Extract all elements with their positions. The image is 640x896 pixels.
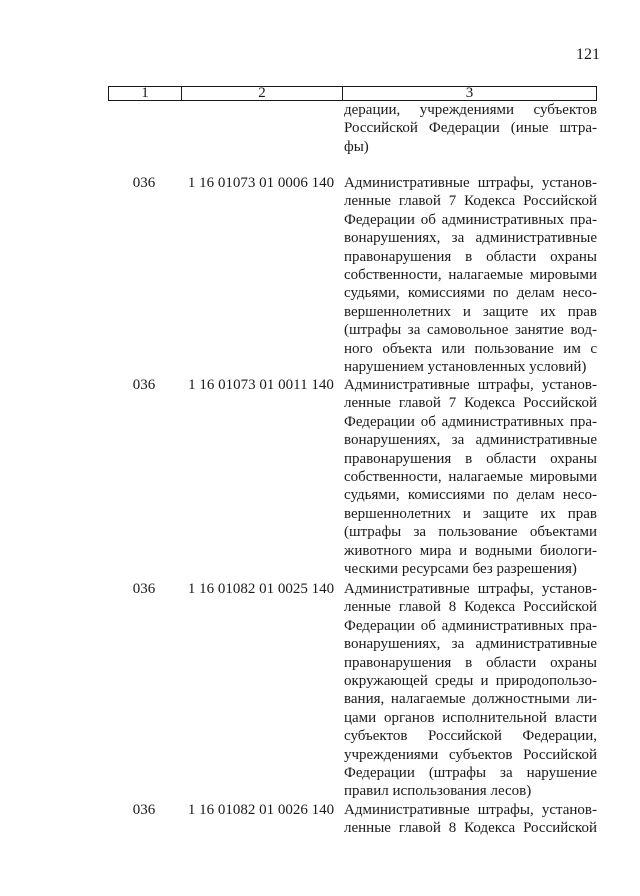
text-line: окружающей среды и природопользо- <box>344 673 597 690</box>
text-line: вонарушениях, за административные <box>344 230 597 247</box>
text-line: Административные штрафы, установ- <box>344 175 597 191</box>
table-header <box>108 86 597 101</box>
text-line: животного мира и водными биологи- <box>344 542 597 559</box>
text-line: Административные штрафы, установ- <box>344 377 597 393</box>
text-line: Федерации об административных пра- <box>344 617 597 634</box>
column-header-3: 3 <box>465 85 474 101</box>
text-line: ческими ресурсами без разрешения) <box>344 561 577 578</box>
text-line: Федерации (штрафы за нарушение <box>344 765 597 782</box>
text-line: ленные главой 7 Кодекса Российской <box>344 395 597 412</box>
text-line: учреждениями субъектов Российской <box>344 746 597 763</box>
row-budget-code: 1 16 01073 01 0011 140 <box>188 377 334 393</box>
text-line: судьями, комиссиями по делам несо- <box>344 487 597 504</box>
row-description <box>344 174 597 376</box>
text-line: правонарушения в области охраны <box>344 450 597 467</box>
row-admin-code: 036 <box>132 377 156 393</box>
continuation-text <box>344 101 597 156</box>
text-line: ленные главой 8 Кодекса Российской <box>344 820 597 837</box>
text-line: Российской Федерации (иные штра- <box>344 120 597 137</box>
text-line: ного объекта или пользование им с <box>344 340 597 357</box>
column-header-1: 1 <box>109 87 182 100</box>
text-line: собственности, налагаемые мировыми <box>344 267 597 284</box>
text-line: собственности, налагаемые мировыми <box>344 469 597 486</box>
text-line: вонарушениях, за административные <box>344 432 597 449</box>
text-line: правонарушения в области охраны <box>344 248 597 265</box>
text-line: цами органов исполнительной власти <box>344 709 597 726</box>
text-line: субъектов Российской Федерации, <box>344 728 597 745</box>
row-description <box>344 580 597 801</box>
column-header-2: 2 <box>182 87 343 100</box>
text-line: фы) <box>344 138 369 155</box>
text-line: (штрафы за пользование объектами <box>344 524 597 541</box>
row-budget-code: 1 16 01082 01 0025 140 <box>187 581 335 597</box>
text-line: вершеннолетних и защите их прав <box>344 303 597 320</box>
row-budget-code: 1 16 01073 01 0006 140 <box>187 175 335 191</box>
text-line: Административные штрафы, установ- <box>344 802 597 818</box>
text-line: вания, налагаемые должностными ли- <box>344 691 597 708</box>
text-line: дерации, учреждениями субъектов <box>344 102 597 118</box>
text-line: Федерации об административных пра- <box>344 211 597 228</box>
row-description <box>344 376 597 578</box>
text-line: ленные главой 7 Кодекса Российской <box>344 193 597 210</box>
page-number: 121 <box>576 46 600 63</box>
text-line: судьями, комиссиями по делам несо- <box>344 285 597 302</box>
text-line: Административные штрафы, установ- <box>344 581 597 597</box>
text-line: (штрафы за самовольное занятие вод- <box>344 322 597 339</box>
text-line: вонарушениях, за административные <box>344 636 597 653</box>
text-line: вершеннолетних и защите их прав <box>344 505 597 522</box>
row-description <box>344 801 597 838</box>
row-admin-code: 036 <box>132 175 156 191</box>
row-admin-code: 036 <box>132 802 156 818</box>
row-budget-code: 1 16 01082 01 0026 140 <box>187 802 335 818</box>
text-line: нарушением установленных условий) <box>344 359 587 376</box>
row-admin-code: 036 <box>132 581 156 597</box>
text-line: Федерации об административных пра- <box>344 413 597 430</box>
text-line: ленные главой 8 Кодекса Российской <box>344 599 597 616</box>
text-line: правил использования лесов) <box>344 783 532 800</box>
text-line: правонарушения в области охраны <box>344 654 597 671</box>
